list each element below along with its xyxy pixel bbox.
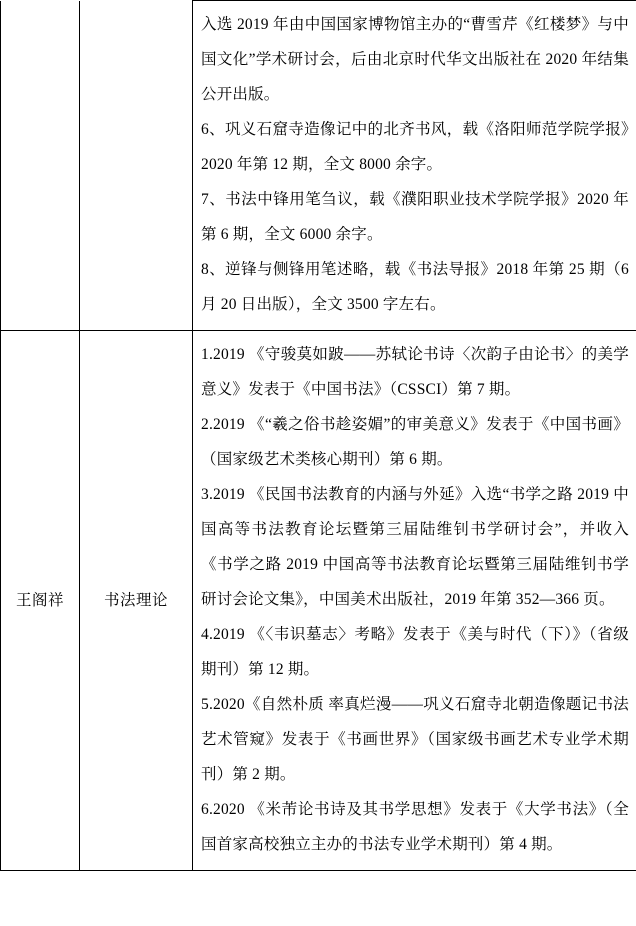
table-cell-name: [1, 1, 80, 331]
content-paragraph: 8、逆锋与侧锋用笔述略，载《书法导报》2018 年第 25 期（6 月 20 日出版），全文 3500 字左右。: [201, 261, 629, 313]
table-cell-field: [80, 1, 193, 331]
content-paragraph: 入选 2019 年由中国国家博物馆主办的“曹雪芹《红楼梦》与中国文化”学术研讨会，后由北京时代华文出版社在 2020 年结集公开出版。: [201, 16, 629, 103]
research-field: 书法理论: [103, 591, 168, 609]
table-cell-content: [193, 331, 636, 871]
content-paragraph: 7、书法中锋用笔刍议，载《濮阳职业技术学院学报》2020 年第 6 期，全文 6000 余字。: [201, 191, 629, 243]
person-name: 王阁祥: [15, 591, 64, 609]
content-paragraph: 2.2019 《“羲之俗书趁姿媚”的审美意义》发表于《中国书画》（国家级艺术类核心期刊）第 6 期。: [201, 416, 629, 468]
table-row: [1, 1, 636, 331]
table-cell-name: [1, 331, 80, 871]
content-paragraph: 6、巩义石窟寺造像记中的北齐书风，载《洛阳师范学院学报》2020 年第 12 期，全文 8000 余字。: [201, 121, 629, 173]
content-block: [193, 331, 636, 870]
content-paragraph: 6.2020 《米芾论书诗及其书学思想》发表于《大学书法》（全国首家高校独立主办的书法专业学术期刊）第 4 期。: [201, 801, 629, 853]
table-cell-field: [80, 331, 193, 871]
content-paragraph: 3.2019 《民国书法教育的内涵与外延》入选“书学之路 2019 中国高等书法教育论坛暨第三届陆维钊书学研讨会”，并收入《书学之路 2019 中国高等书法教育论坛暨第三届陆维钊书学研讨会论文集》，中国美术出版社，2019 年第 352—366 页。: [201, 486, 629, 608]
content-paragraph: 4.2019 《〈韦识墓志〉考略》发表于《美与时代（下）》（省级期刊）第 12 期。: [201, 626, 629, 678]
content-block: [193, 3, 636, 330]
table-cell-content: [193, 1, 636, 331]
table-body: [1, 1, 636, 871]
content-paragraph: 1.2019 《守骏莫如跛——苏轼论书诗〈次韵子由论书〉的美学意义》发表于《中国书法》（CSSCI）第 7 期。: [201, 346, 629, 398]
table-row: [1, 331, 636, 871]
content-paragraph: 5.2020《自然朴质 率真烂漫——巩义石窟寺北朝造像题记书法艺术管窥》发表于《书画世界》（国家级书画艺术专业学术期刊）第 2 期。: [201, 696, 629, 783]
